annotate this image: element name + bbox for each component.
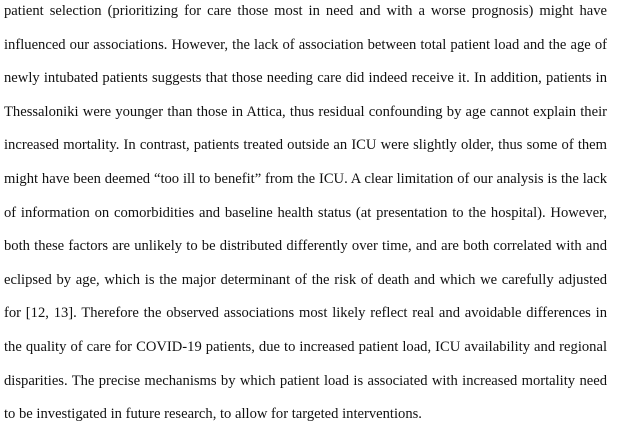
text-line: of information on comorbidities and baseline health status (at presentation to the hospital). However,	[4, 204, 607, 221]
text-line: newly intubated patients suggests that those needing care did indeed receive it. In addition, patients in	[4, 70, 607, 87]
paragraph	[4, 0, 607, 437]
text-line: Thessaloniki were younger than those in Attica, thus residual confounding by age cannot explain their	[4, 103, 607, 120]
text-line: for [12, 13]. Therefore the observed associations most likely reflect real and avoidable differences in	[4, 305, 607, 322]
text-line: eclipsed by age, which is the major determinant of the risk of death and which we carefully adjusted	[4, 271, 607, 288]
text-line: disparities. The precise mechanisms by which patient load is associated with increased mortality need	[4, 372, 607, 389]
text-line: both these factors are unlikely to be distributed differently over time, and are both correlated with and	[4, 238, 607, 255]
document-body	[4, 0, 607, 437]
text-line: might have been deemed “too ill to benefit” from the ICU. A clear limitation of our analysis is the lack	[4, 170, 607, 187]
text-line: increased mortality. In contrast, patients treated outside an ICU were slightly older, thus some of them	[4, 137, 607, 154]
text-line: the quality of care for COVID-19 patients, due to increased patient load, ICU availability and regional	[4, 338, 607, 355]
text-line: to be investigated in future research, to allow for targeted interventions.	[4, 406, 422, 423]
text-line: influenced our associations. However, the lack of association between total patient load and the age of	[4, 36, 607, 53]
text-line: patient selection (prioritizing for care those most in need and with a worse prognosis) might have	[4, 3, 607, 19]
